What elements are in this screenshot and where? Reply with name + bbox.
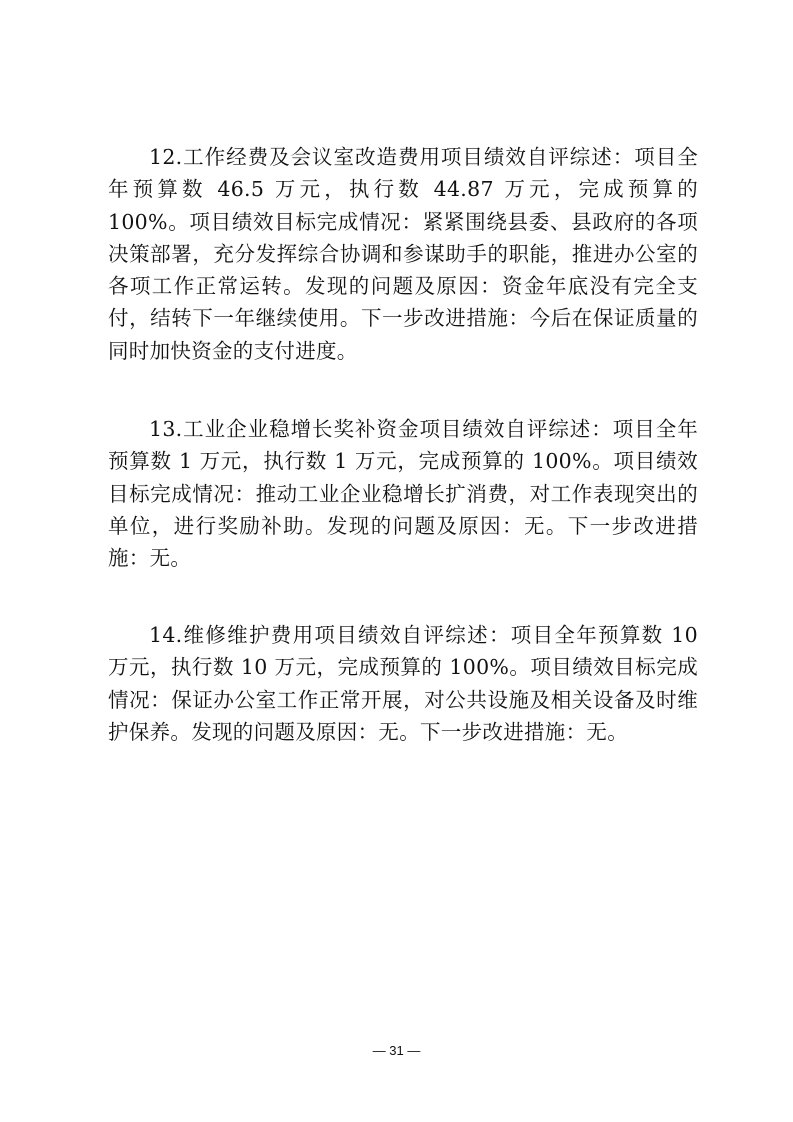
paragraph-item-13: 13.工业企业稳增长奖补资金项目绩效自评综述：项目全年预算数 1 万元，执行数 1 万元，完成预算的 100%。项目绩效目标完成情况：推动工业企业稳增长扩消费，对工作表现突出的单位，进行奖励补助。发现的问题及原因：无。下一步改进措施：无。 (108, 417, 698, 571)
paragraph-item-12: 12.工作经费及会议室改造费用项目绩效自评综述：项目全年预算数 46.5 万元，执行数 44.87 万元，完成预算的 100%。项目绩效目标完成情况：紧紧围绕县委、县政府的各项决策部署，充分发挥综合协调和参谋助手的职能，推进办公室的各项工作正常运转。发现的问题及原因：资金年底没有完全支付，结转下一年继续使用。下一步改进措施：今后在保证质量的同时加快资金的支付进度。 (108, 145, 698, 363)
page-number: — 31 — (372, 1043, 421, 1058)
paragraph-item-14: 14.维修维护费用项目绩效自评综述：项目全年预算数 10 万元，执行数 10 万元，完成预算的 100%。项目绩效目标完成情况：保证办公室工作正常开展，对公共设施及相关设备及时维护保养。发现的问题及原因：无。下一步改进措施：无。 (108, 623, 698, 744)
